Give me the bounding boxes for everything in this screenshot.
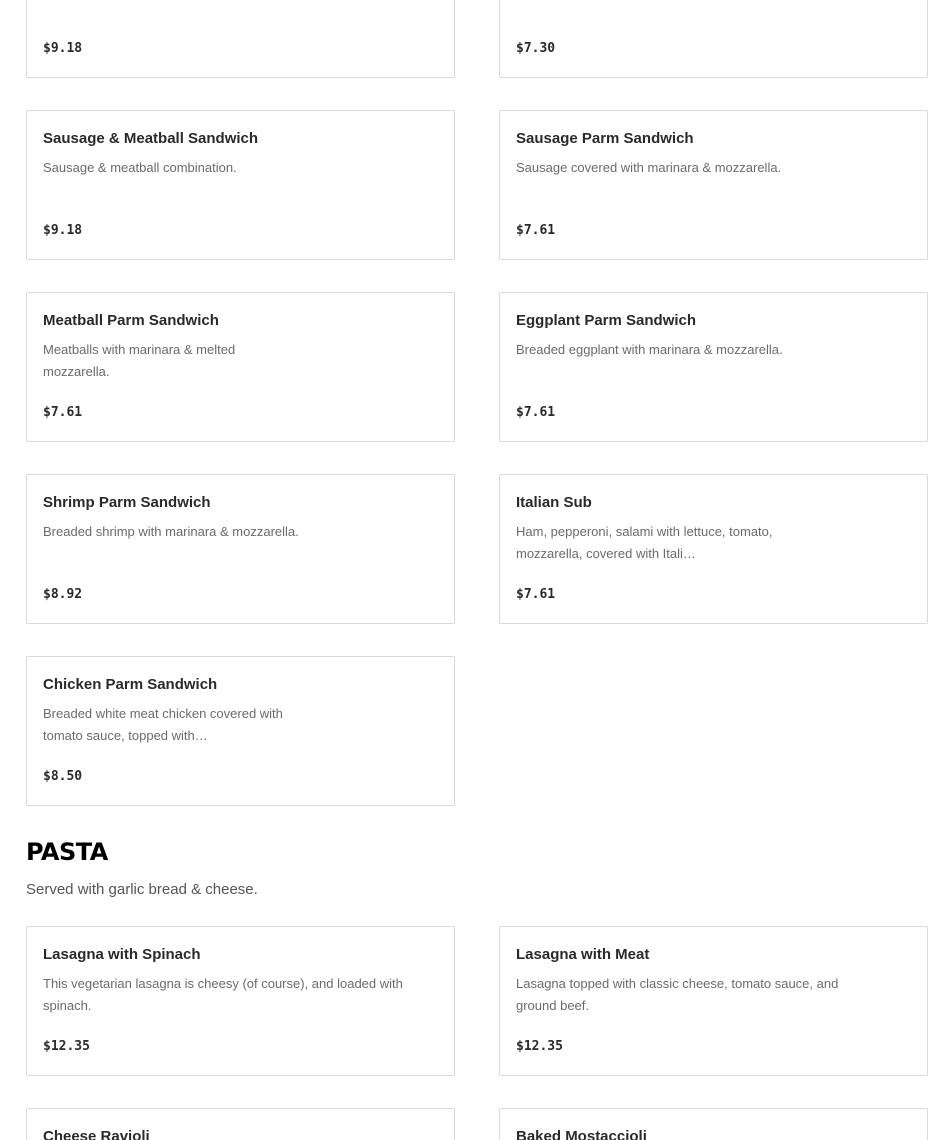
item-price: $7.30 xyxy=(516,41,556,56)
item-name: Lasagna with Meat xyxy=(516,946,650,963)
menu-item-card[interactable] xyxy=(26,1108,455,1140)
item-description: Sausage covered with marinara & mozzarella. xyxy=(516,160,782,175)
item-name: Sausage & Meatball Sandwich xyxy=(43,130,259,147)
item-name: Lasagna with Spinach xyxy=(43,946,201,963)
item-description: Meatballs with marinara & melted mozzarella. xyxy=(43,342,236,379)
item-name: Shrimp Parm Sandwich xyxy=(43,494,211,511)
item-description: Breaded white meat chicken covered with tomato sauce, topped with… xyxy=(43,706,283,743)
section-subtitle-pasta: Served with garlic bread & cheese. xyxy=(26,881,258,898)
menu-item-card[interactable] xyxy=(26,474,455,624)
menu-item-card[interactable] xyxy=(499,926,928,1076)
item-name: Cheese Ravioli xyxy=(43,1128,150,1140)
menu-item-card[interactable] xyxy=(499,0,928,78)
menu-item-card[interactable] xyxy=(499,474,928,624)
item-name: Meatball Parm Sandwich xyxy=(43,312,219,329)
menu-item-card[interactable] xyxy=(26,0,455,78)
item-price: $9.18 xyxy=(43,223,83,238)
item-description: This vegetarian lasagna is cheesy (of course), and loaded with spinach. xyxy=(43,976,403,1013)
item-price: $12.35 xyxy=(43,1039,90,1054)
item-price: $7.61 xyxy=(43,405,83,420)
menu-item-card[interactable] xyxy=(499,292,928,442)
item-description: Breaded shrimp with marinara & mozzarella. xyxy=(43,524,299,539)
item-price: $7.61 xyxy=(516,587,556,602)
menu-item-card[interactable] xyxy=(26,110,455,260)
item-price: $12.35 xyxy=(516,1039,563,1054)
menu-item-card[interactable] xyxy=(26,656,455,806)
item-name: Eggplant Parm Sandwich xyxy=(516,312,697,329)
section-title-pasta: PASTA xyxy=(26,838,108,866)
menu-item-card[interactable] xyxy=(26,926,455,1076)
menu-item-card[interactable] xyxy=(499,110,928,260)
item-price: $7.61 xyxy=(516,405,556,420)
item-name: Italian Sub xyxy=(516,494,592,511)
item-price: $8.50 xyxy=(43,769,83,784)
item-name: Baked Mostaccioli xyxy=(516,1128,647,1140)
item-description: Lasagna topped with classic cheese, tomato sauce, and ground beef. xyxy=(516,976,839,1013)
item-name: Sausage Parm Sandwich xyxy=(516,130,694,147)
item-description: Ham, pepperoni, salami with lettuce, tomato, mozzarella, covered with Itali… xyxy=(516,524,773,561)
item-description: Breaded eggplant with marinara & mozzarella. xyxy=(516,342,783,357)
item-price: $8.92 xyxy=(43,587,83,602)
menu-item-card[interactable] xyxy=(499,1108,928,1140)
menu-item-card[interactable] xyxy=(26,292,455,442)
item-price: $7.61 xyxy=(516,223,556,238)
item-name: Chicken Parm Sandwich xyxy=(43,676,218,693)
item-description: Sausage & meatball combination. xyxy=(43,160,237,175)
item-price: $9.18 xyxy=(43,41,83,56)
